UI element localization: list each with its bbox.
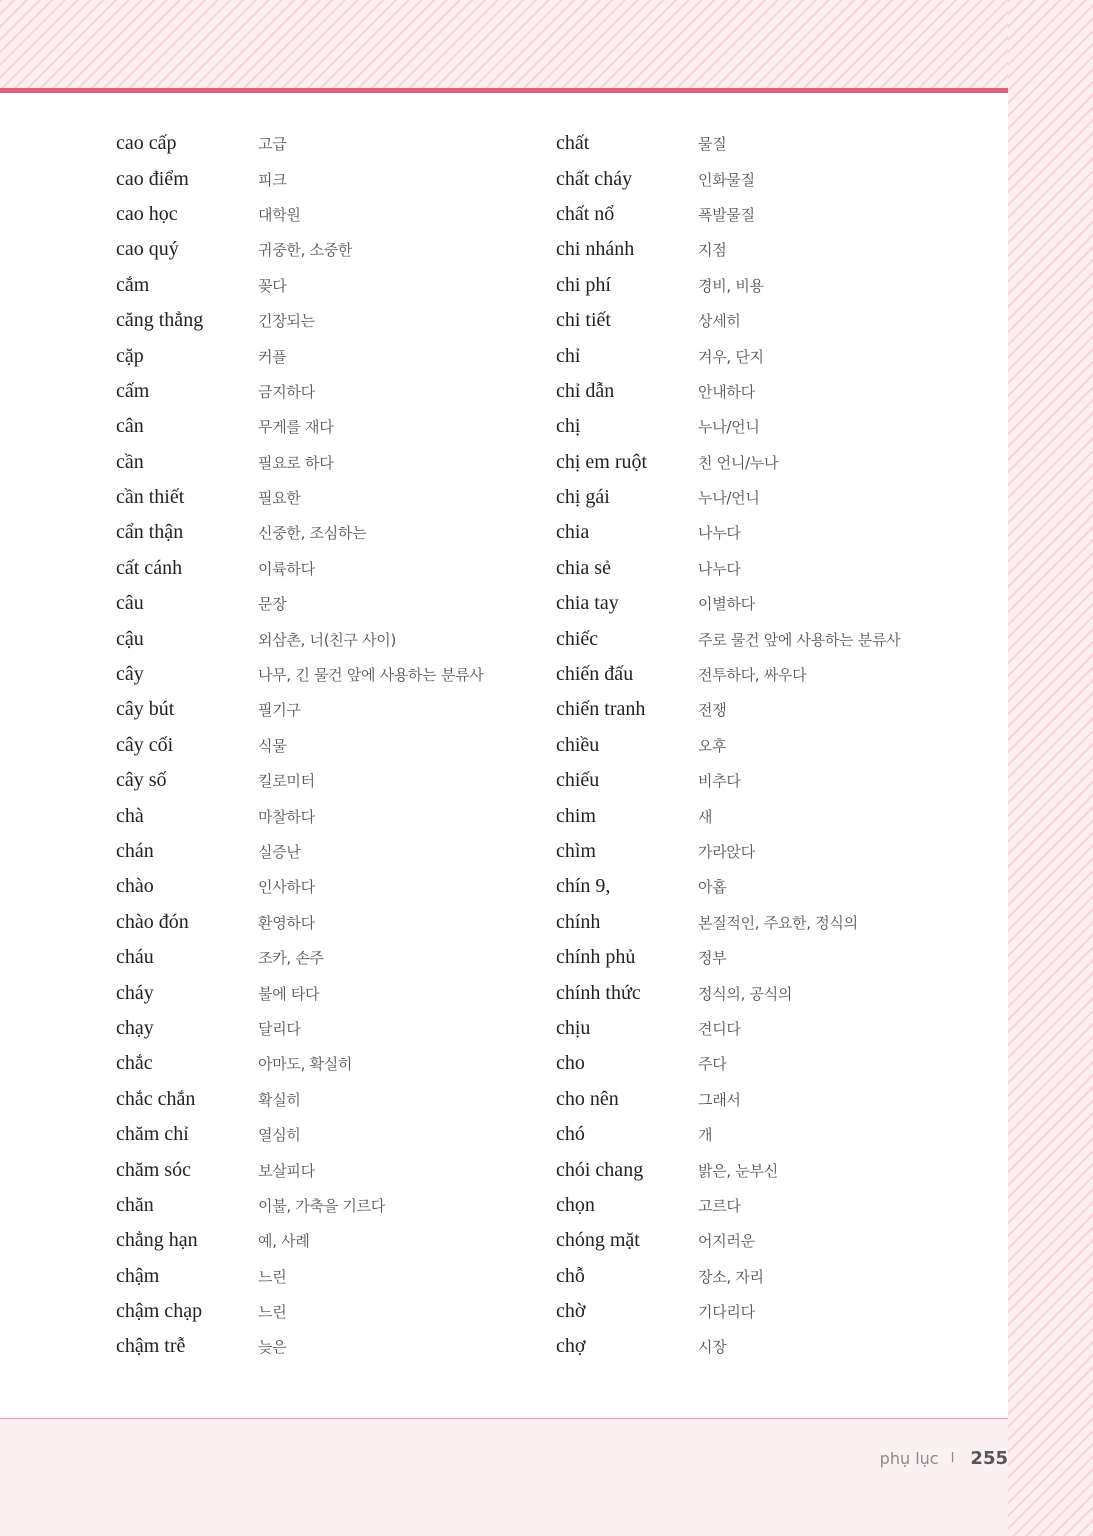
vocabulary-entry [556, 834, 996, 869]
vietnamese-word: chạy [116, 1016, 154, 1039]
korean-meaning: 금지하다 [258, 382, 315, 401]
vocabulary-entry [556, 268, 996, 303]
vocabulary-entry [556, 515, 996, 550]
vocabulary-entry [556, 303, 996, 338]
vietnamese-word: chất [556, 132, 590, 155]
vietnamese-word: chiến tranh [556, 698, 646, 721]
vocabulary-entry [556, 1046, 996, 1081]
vocabulary-entry [556, 1082, 996, 1117]
vocabulary-entry [116, 1329, 556, 1364]
vietnamese-word: câu [116, 592, 144, 615]
vietnamese-word: chìm [556, 840, 596, 862]
vietnamese-word: cây bút [116, 698, 175, 721]
korean-meaning: 오후 [698, 736, 727, 755]
vietnamese-word: cao quý [116, 238, 179, 261]
vietnamese-word: chia sẻ [556, 556, 611, 579]
vocabulary-entry [556, 940, 996, 975]
right-decorative-band [1008, 0, 1093, 1536]
vietnamese-word: chiều [556, 733, 600, 756]
vietnamese-word: chiếc [556, 627, 599, 650]
korean-meaning: 고르다 [698, 1196, 741, 1215]
vietnamese-word: chắc chắn [116, 1087, 196, 1110]
korean-meaning: 피크 [258, 170, 287, 189]
korean-meaning: 상세히 [698, 312, 741, 331]
vietnamese-word: cấm [116, 379, 150, 402]
korean-meaning: 폭발물질 [698, 205, 755, 224]
vietnamese-word: chất cháy [556, 167, 633, 190]
korean-meaning: 불에 타다 [258, 984, 320, 1003]
vietnamese-word: chỉ dẫn [556, 379, 615, 402]
vocabulary-entry [116, 657, 556, 692]
vocabulary-entry [116, 975, 556, 1010]
vietnamese-word: chợ [556, 1335, 586, 1358]
vietnamese-word: chào [116, 875, 154, 898]
vocabulary-entry [556, 1152, 996, 1187]
vietnamese-word: chi nhánh [556, 238, 635, 261]
korean-meaning: 무게를 재다 [258, 418, 334, 437]
korean-meaning: 인화물질 [698, 170, 755, 189]
korean-meaning: 열심히 [258, 1126, 301, 1145]
vocabulary-entry [116, 374, 556, 409]
vietnamese-word: chẳng hạn [116, 1229, 198, 1252]
vietnamese-word: chị em ruột [556, 450, 648, 473]
vietnamese-word: chia [556, 521, 590, 544]
korean-meaning: 환영하다 [258, 913, 315, 932]
vocabulary-entry [556, 1011, 996, 1046]
vocabulary-entry [116, 551, 556, 586]
vocabulary-entry [556, 657, 996, 692]
vocabulary-entry [116, 798, 556, 833]
page-footer [880, 1445, 1008, 1471]
vietnamese-word: chín 9, [556, 875, 611, 898]
korean-meaning: 주다 [698, 1055, 727, 1074]
vocabulary-entry [116, 268, 556, 303]
korean-meaning: 누나/언니 [698, 489, 760, 508]
vocabulary-entry [556, 1117, 996, 1152]
korean-meaning: 가라앉다 [698, 843, 755, 861]
vocabulary-entry [116, 1117, 556, 1152]
vocabulary-entry [556, 551, 996, 586]
vietnamese-word: chậm [116, 1264, 160, 1287]
korean-meaning: 이별하다 [698, 595, 755, 614]
korean-meaning: 꽂다 [258, 276, 287, 295]
vocabulary-entry [116, 940, 556, 975]
korean-meaning: 안내하다 [698, 382, 755, 401]
vocabulary-entry [556, 798, 996, 833]
vietnamese-word: cao cấp [116, 132, 177, 155]
vietnamese-word: chiến đấu [556, 663, 634, 686]
korean-meaning: 긴장되는 [258, 312, 315, 331]
korean-meaning: 겨우, 단지 [698, 347, 764, 366]
korean-meaning: 본질적인, 주요한, 정식의 [698, 913, 858, 932]
vietnamese-word: chị [556, 415, 581, 438]
vietnamese-word: căng thẳng [116, 309, 204, 332]
korean-meaning: 커플 [258, 347, 287, 366]
vietnamese-word: chói chang [556, 1158, 644, 1181]
vietnamese-word: chăn [116, 1193, 154, 1216]
vocabulary-entry [556, 161, 996, 196]
korean-meaning: 어지러운 [698, 1232, 755, 1251]
vietnamese-word: chờ [556, 1300, 586, 1323]
korean-meaning: 물질 [698, 135, 727, 154]
korean-meaning: 고급 [258, 135, 287, 154]
korean-meaning: 정식의, 공식의 [698, 984, 793, 1003]
korean-meaning: 필기구 [258, 701, 301, 720]
vietnamese-word: cặp [116, 344, 144, 367]
korean-meaning: 아마도, 확실히 [258, 1055, 353, 1074]
vietnamese-word: cất cánh [116, 556, 183, 579]
vocabulary-entry [116, 1223, 556, 1258]
vietnamese-word: cân [116, 415, 144, 438]
korean-meaning: 기다리다 [698, 1303, 755, 1322]
korean-meaning: 나누다 [698, 559, 741, 578]
vietnamese-word: chim [556, 804, 596, 827]
vocabulary-entry [556, 126, 996, 161]
vocabulary-entry [116, 445, 556, 480]
korean-meaning: 지점 [698, 241, 727, 260]
korean-meaning: 조카, 손주 [258, 949, 324, 968]
korean-meaning: 아홉 [698, 878, 727, 897]
korean-meaning: 이륙하다 [258, 559, 315, 578]
vietnamese-word: chăm chỉ [116, 1123, 189, 1146]
korean-meaning: 확실히 [258, 1090, 301, 1109]
vietnamese-word: chậm chạp [116, 1300, 203, 1323]
vietnamese-word: chỗ [556, 1264, 585, 1287]
vocabulary-entry [116, 692, 556, 727]
korean-meaning: 주로 물건 앞에 사용하는 분류사 [698, 630, 901, 649]
vietnamese-word: chào đón [116, 910, 189, 933]
vietnamese-word: chọn [556, 1193, 595, 1216]
vocabulary-entry [116, 515, 556, 550]
vocabulary-entry [556, 232, 996, 267]
vocabulary-entry [116, 1294, 556, 1329]
korean-meaning: 밝은, 눈부신 [698, 1161, 778, 1180]
vocabulary-entry [116, 1046, 556, 1081]
vocabulary-entry [116, 409, 556, 444]
vocabulary-entry [116, 728, 556, 763]
korean-meaning: 보살피다 [258, 1161, 315, 1180]
vietnamese-word: chiếu [556, 769, 600, 792]
vietnamese-word: chính phủ [556, 946, 636, 969]
footer-area [0, 1418, 1008, 1536]
vocabulary-entry [556, 338, 996, 373]
vietnamese-word: cho nên [556, 1087, 619, 1110]
vocabulary-column-right [556, 126, 996, 1365]
korean-meaning: 개 [698, 1126, 713, 1145]
korean-meaning: 필요로 하다 [258, 453, 334, 472]
vocabulary-entry [556, 1188, 996, 1223]
vocabulary-entry [556, 621, 996, 656]
vocabulary-entry [116, 1082, 556, 1117]
vocabulary-entry [556, 197, 996, 232]
vietnamese-word: cây số [116, 769, 167, 792]
vocabulary-entry [556, 586, 996, 621]
vocabulary-entry [116, 303, 556, 338]
vocabulary-entry [116, 586, 556, 621]
vietnamese-word: chi phí [556, 273, 611, 296]
korean-meaning: 정부 [698, 949, 727, 968]
vocabulary-entry [116, 480, 556, 515]
korean-meaning: 나누다 [698, 524, 741, 543]
vocabulary-entry [116, 905, 556, 940]
vocabulary-entry [116, 1259, 556, 1294]
korean-meaning: 킬로미터 [258, 772, 315, 791]
vocabulary-entry [556, 869, 996, 904]
korean-meaning: 견디다 [698, 1019, 741, 1038]
vietnamese-word: cần thiết [116, 486, 185, 509]
vocabulary-entry [116, 621, 556, 656]
vietnamese-word: cần [116, 450, 144, 473]
top-decorative-band [0, 0, 1093, 88]
vocabulary-entry [116, 763, 556, 798]
korean-meaning: 예, 사례 [258, 1232, 310, 1251]
korean-meaning: 그래서 [698, 1090, 741, 1109]
korean-meaning: 인사하다 [258, 878, 315, 897]
footer-separator: I [950, 1450, 955, 1466]
vocabulary-entry [116, 197, 556, 232]
vocabulary-entry [116, 1188, 556, 1223]
korean-meaning: 대학원 [258, 205, 301, 224]
korean-meaning: 귀중한, 소중한 [258, 241, 353, 260]
korean-meaning: 전쟁 [698, 701, 727, 720]
vietnamese-word: cao điểm [116, 167, 189, 190]
korean-meaning: 시장 [698, 1338, 727, 1357]
vocabulary-entry [116, 232, 556, 267]
vietnamese-word: cẩn thận [116, 521, 184, 544]
vietnamese-word: chậm trễ [116, 1335, 186, 1358]
vietnamese-word: chó [556, 1123, 585, 1146]
vocabulary-entry [116, 126, 556, 161]
korean-meaning: 필요한 [258, 489, 301, 508]
vocabulary-entry [116, 869, 556, 904]
page-number: 255 [970, 1447, 1008, 1469]
vietnamese-word: chóng mặt [556, 1229, 640, 1252]
korean-meaning: 느린 [258, 1267, 287, 1286]
vietnamese-word: chắc [116, 1052, 153, 1075]
vocabulary-entry [556, 692, 996, 727]
vocabulary-entry [556, 445, 996, 480]
vocabulary-entry [556, 1223, 996, 1258]
vietnamese-word: chính thức [556, 981, 641, 1004]
korean-meaning: 이불, 가축을 기르다 [258, 1196, 385, 1215]
korean-meaning: 전투하다, 싸우다 [698, 666, 807, 685]
korean-meaning: 마찰하다 [258, 807, 315, 826]
vietnamese-word: chất nổ [556, 202, 615, 225]
korean-meaning: 새 [698, 807, 713, 826]
korean-meaning: 친 언니/누나 [698, 453, 779, 472]
vietnamese-word: chỉ [556, 344, 581, 367]
vietnamese-word: cậu [116, 627, 144, 650]
vietnamese-word: chăm sóc [116, 1158, 191, 1181]
vocabulary-column-left [116, 126, 556, 1365]
korean-meaning: 식물 [258, 736, 287, 755]
korean-meaning: 누나/언니 [698, 418, 760, 437]
vietnamese-word: chán [116, 840, 154, 862]
vietnamese-word: chị gái [556, 486, 610, 509]
vietnamese-word: cây cối [116, 733, 174, 756]
vietnamese-word: cháy [116, 981, 154, 1004]
vietnamese-word: chính [556, 910, 601, 933]
vocabulary-entry [556, 374, 996, 409]
vocabulary-entry [116, 161, 556, 196]
korean-meaning: 경비, 비용 [698, 276, 764, 295]
vocabulary-entry [556, 975, 996, 1010]
vocabulary-entry [556, 1329, 996, 1364]
korean-meaning: 달리다 [258, 1019, 301, 1038]
vietnamese-word: cháu [116, 946, 154, 969]
vocabulary-entry [116, 834, 556, 869]
korean-meaning: 늦은 [258, 1338, 287, 1357]
korean-meaning: 장소, 자리 [698, 1267, 764, 1286]
vietnamese-word: chi tiết [556, 309, 611, 332]
vietnamese-word: chà [116, 804, 144, 827]
vocabulary-entry [556, 728, 996, 763]
korean-meaning: 비추다 [698, 772, 741, 791]
vocabulary-entry [116, 1152, 556, 1187]
vietnamese-word: chia tay [556, 592, 619, 615]
korean-meaning: 실증난 [258, 843, 301, 861]
vietnamese-word: cây [116, 663, 144, 686]
korean-meaning: 신중한, 조심하는 [258, 524, 367, 543]
vocabulary-entry [556, 1259, 996, 1294]
vocabulary-entry [116, 338, 556, 373]
vietnamese-word: cho [556, 1052, 585, 1075]
korean-meaning: 나무, 긴 물건 앞에 사용하는 분류사 [258, 666, 484, 685]
vocabulary-entry [556, 409, 996, 444]
vocabulary-entry [116, 1011, 556, 1046]
vietnamese-word: cắm [116, 273, 150, 296]
vocabulary-entry [556, 1294, 996, 1329]
vietnamese-word: chịu [556, 1016, 591, 1039]
korean-meaning: 문장 [258, 595, 287, 614]
vocabulary-entry [556, 905, 996, 940]
korean-meaning: 느린 [258, 1303, 287, 1322]
vocabulary-entry [556, 763, 996, 798]
section-label: phụ lục [879, 1448, 939, 1468]
vocabulary-entry [556, 480, 996, 515]
vietnamese-word: cao học [116, 202, 178, 225]
korean-meaning: 외삼촌, 너(친구 사이) [258, 630, 397, 649]
